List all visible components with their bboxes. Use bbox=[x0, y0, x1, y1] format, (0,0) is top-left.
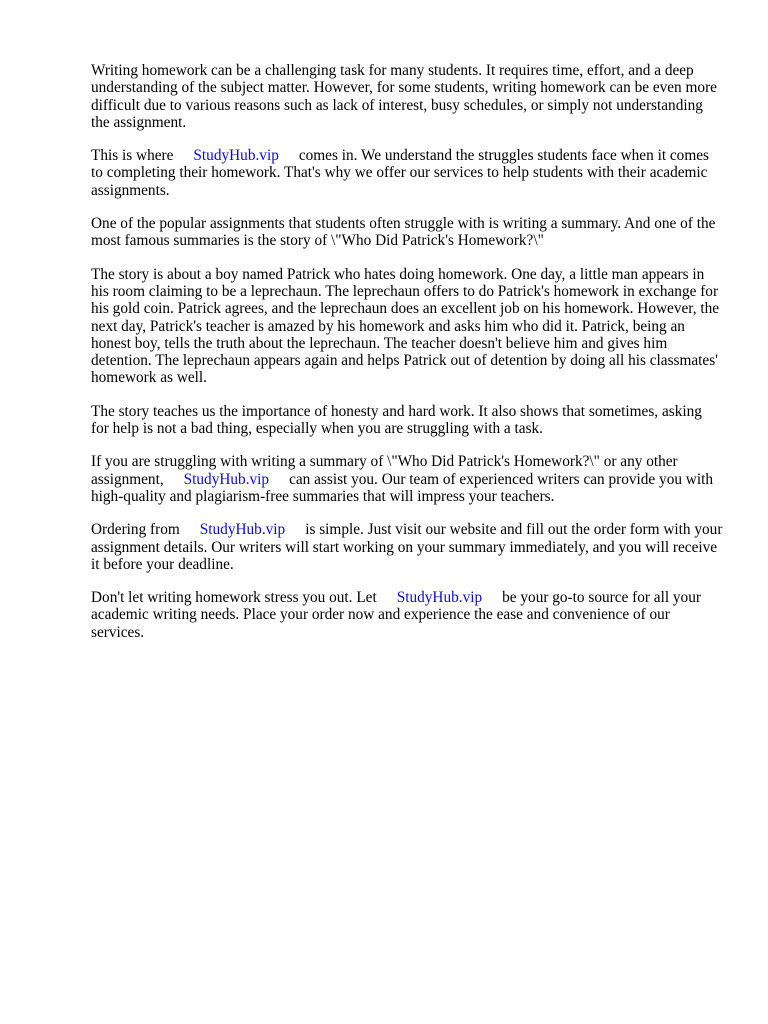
paragraph-studyhub-intro bbox=[91, 147, 723, 199]
paragraph-intro: Writing homework can be a challenging task for many students. It requires time, effort, and a deep understanding of the subject matter. However, for some students, writing homework can be even more difficult due to various reasons such as lack of interest, busy schedules, or simply not understanding the assignment. bbox=[91, 62, 717, 131]
paragraph-story: The story is about a boy named Patrick who hates doing homework. One day, a little man appears in his room claiming to be a leprechaun. The leprechaun offers to do Patrick's homework in exchange for his gold coin. Patrick agrees, and the leprechaun does an excellent job on his homework. However, the next day, Patrick's teacher is amazed by his homework and asks him who did it. Patrick, being an honest boy, tells the truth about the leprechaun. The teacher doesn't believe him and gives him detention. The leprechaun appears again and helps Patrick out of detention by doing all his classmates' homework as well. bbox=[91, 265, 720, 387]
paragraph-text: can assist you. Our team of experienced writers can provide you with high-quality and plagiarism-free summaries that will impress your teachers. bbox=[91, 470, 714, 505]
paragraph-text: This is where bbox=[91, 147, 174, 165]
paragraph-summary-assignment: One of the popular assignments that students often struggle with is writing a summary. And one of the most famous summaries is the story of \"Who Did Patrick's Homework?\" bbox=[91, 215, 716, 250]
document-body bbox=[91, 62, 723, 657]
paragraph-lesson: The story teaches us the importance of honesty and hard work. It also shows that sometimes, asking for help is not a bad thing, especially when you are struggling with a task. bbox=[91, 402, 702, 438]
paragraph-text: If you are struggling with writing a summary of \"Who Did Patrick's Homework?\" or any other assignment, bbox=[91, 453, 678, 488]
paragraph-text: Don't let writing homework stress you out. Let bbox=[91, 589, 377, 607]
studyhub-link[interactable]: StudyHub.vip bbox=[193, 147, 279, 165]
paragraph-assist bbox=[91, 453, 723, 505]
studyhub-link[interactable]: StudyHub.vip bbox=[183, 470, 270, 488]
paragraph-closing bbox=[91, 589, 723, 641]
paragraph-text: comes in. We understand the struggles students face when it comes to completing their homework. That's why we offer our services to help students with their academic assignments. bbox=[91, 147, 709, 199]
paragraph-text: Ordering from bbox=[91, 521, 180, 539]
paragraph-text: is simple. Just visit our website and fill out the order form with your assignment details. Our writers will start working on your summary immediately, and you will receive it before your deadline. bbox=[91, 521, 723, 573]
paragraph-ordering bbox=[91, 521, 723, 573]
paragraph-text: be your go-to source for all your academic writing needs. Place your order now and experience the ease and convenience of our services. bbox=[91, 589, 701, 641]
studyhub-link[interactable]: StudyHub.vip bbox=[199, 521, 286, 539]
studyhub-link[interactable]: StudyHub.vip bbox=[396, 589, 483, 607]
